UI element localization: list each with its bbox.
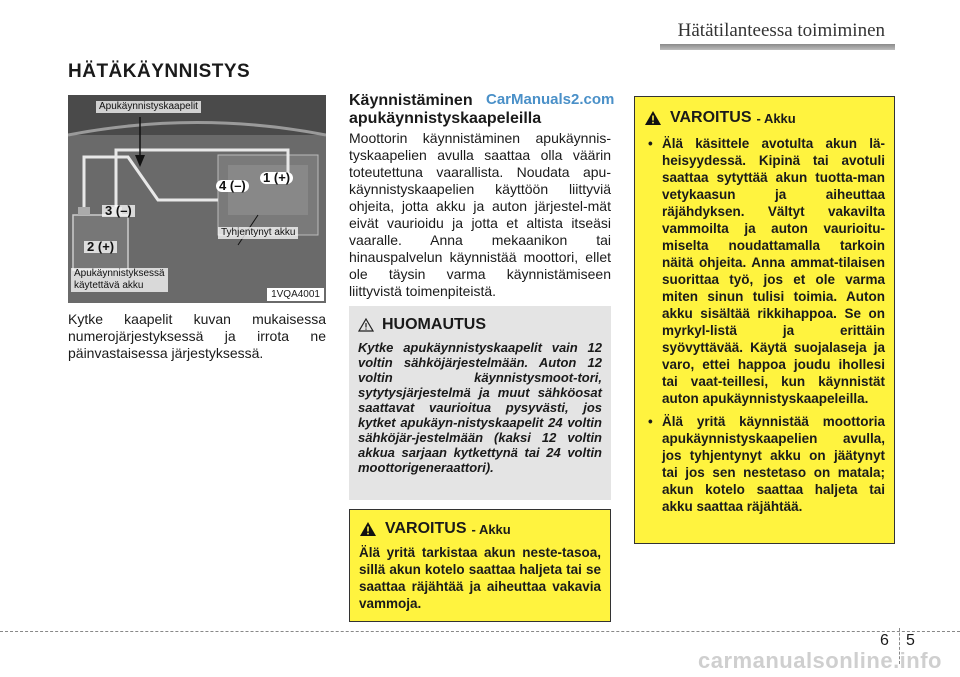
warning-small-subtitle: - Akku: [471, 521, 511, 537]
dead-battery-label: Tyhjentynyt akku: [218, 227, 298, 239]
warning-icon: [359, 521, 377, 537]
marker-3-terminal: (–): [115, 203, 132, 218]
marker-4-terminal: (–): [229, 178, 246, 193]
intro-text: Kytke kaapelit kuvan mukaisessa numerojärjestyksessä ja irrota ne päinvastaisessa järjestyksessä.: [68, 311, 326, 361]
marker-1: [260, 172, 293, 184]
marker-3: [102, 205, 135, 217]
warning-item-text: Älä yritä käynnistää moottoria apukäynnistyskaapelien avulla, jos tyhjentynyt akku on jäätynyt tai jos sen nestetaso on matala; akun kotelo saattaa haljeta tai akku saattaa räjähtää.: [662, 414, 885, 514]
page-number: 5: [906, 632, 915, 649]
notice-header: [358, 316, 602, 334]
chapter-number: 6: [880, 632, 889, 649]
header-title: Hätätilanteessa toimiminen: [677, 20, 885, 41]
section-title: HÄTÄKÄYNNISTYS: [68, 61, 251, 82]
marker-2: [84, 241, 117, 253]
subsection-title: Käynnistäminen apukäynnistyskaapeleilla: [349, 92, 542, 127]
warning-box-small: [349, 509, 611, 622]
subsection-body: Moottorin käynnistäminen apukäynnis-tyskaapelien avulla saattaa olla väärin toteutettuna vaarallista. Noudata apu-käynnistyskaapelien käyttöön liittyviä ohjeita, jotta akku ja auton järjestel-mät eivät vaurioidu ja jotta et altista itseäsi vaaralle. Anna mekaanikon tai hinauspalvelun käynnistää moottori, ellet ole täysin varma käynnistämiseen liittyvistä toimenpiteistä.: [349, 130, 611, 299]
warning-small-header: [359, 520, 601, 538]
marker-2-terminal: (+): [97, 239, 115, 254]
marker-4: [216, 180, 249, 192]
warning-small-title: VAROITUS: [385, 520, 467, 537]
warning-icon: [644, 110, 662, 126]
marker-3-number: 3: [105, 203, 113, 218]
warning-large-title: VAROITUS: [670, 109, 752, 126]
notice-title: HUOMAUTUS: [382, 316, 486, 333]
watermark: CarManuals2.com: [486, 91, 615, 108]
booster-battery-label-line1: Apukäynnistyksessä: [74, 268, 165, 279]
warning-item-text: Älä käsittele avotulta akun lä-heisyydessä. Kipinä tai avotuli saattaa sytyttää akun tuotta-man vetykaasun ja aiheuttaa räjähdyksen. Vältyt vakavilta vammoilta ja auton vaurioitu-miselta noudattamalla tarkoin näitä ohjeita. Anna ammat-tilaisen suorittaa työ, jos et ole varma miten sinun tulisi toimia. Auton akku sisältää rikkihappoa. Se on myrkyl-listä ja erittäin syövyttävää. Käytä suojalaseja ja varo, ettei happoa joudu ihollesi tai vaat-teillesi, kun käynnistät auton apukäynnistyskaapeleilla.: [662, 136, 885, 406]
footer-rule: [0, 631, 960, 632]
warning-item: • Älä käsittele avotulta akun lä-heisyydessä. Kipinä tai avotuli saattaa sytyttää akun tuotta-man vetykaasun ja aiheuttaa räjähdyksen. Vältyt vakavilta vammoilta ja auton vaurioitu-miselta noudattamalla tarkoin näitä ohjeita. Anna ammat-tilaisen suorittaa työ, jos et ole varma miten sinun tulisi toimia. Auton akku sisältää rikkihappoa. Se on myrkyl-listä ja erittäin syövyttävää. Käytä suojalaseja ja varo, ettei happoa joudu ihollesi tai vaat-teillesi, kun käynnistät auton apukäynnistyskaapeleilla.: [648, 136, 885, 406]
warning-large-list: [644, 135, 885, 515]
warning-small-text: Älä yritä tarkistaa akun neste-tasoa, sillä akun kotelo saattaa haljeta tai se saattaa räjähtää ja aiheuttaa vakavia vammoja.: [359, 545, 601, 611]
notice-box: [349, 306, 611, 500]
caution-icon: [358, 318, 374, 332]
site-footer[interactable]: carmanualsonline.info: [698, 648, 942, 673]
warning-large-header: [644, 109, 885, 127]
jump-start-figure: [68, 95, 326, 303]
header-rule: [660, 44, 895, 50]
warning-box-large: [634, 96, 895, 544]
notice-text: Kytke apukäynnistyskaapelit vain 12 voltin sähköjärjestelmään. Auton 12 voltin käynnistysmoot-tori, sytytysjärjestelmä ja muut sähköosat saattavat vaurioitua pysyvästi, jos kytket apukäyn-nistyskaapelit 24 voltin sähköjär-jestelmään (kaksi 12 voltin akkua sarjaan kytkettynä tai 24 voltin moottorigeneraattori).: [358, 340, 602, 475]
marker-1-terminal: (+): [273, 170, 291, 185]
cables-label: Apukäynnistyskaapelit: [96, 101, 201, 113]
warning-item: • Älä yritä käynnistää moottoria apukäynnistyskaapelien avulla, jos tyhjentynyt akku on jäätynyt tai jos sen nestetaso on matala; akun kotelo saattaa haljeta tai akku saattaa räjähtää.: [648, 414, 885, 514]
booster-battery-label-line2: käytettävä akku: [74, 280, 144, 291]
booster-battery-label: [71, 268, 168, 292]
marker-4-number: 4: [219, 178, 227, 193]
figure-code: 1VQA4001: [267, 288, 324, 301]
marker-1-number: 1: [263, 170, 271, 185]
marker-2-number: 2: [87, 239, 95, 254]
warning-large-subtitle: - Akku: [756, 110, 796, 126]
